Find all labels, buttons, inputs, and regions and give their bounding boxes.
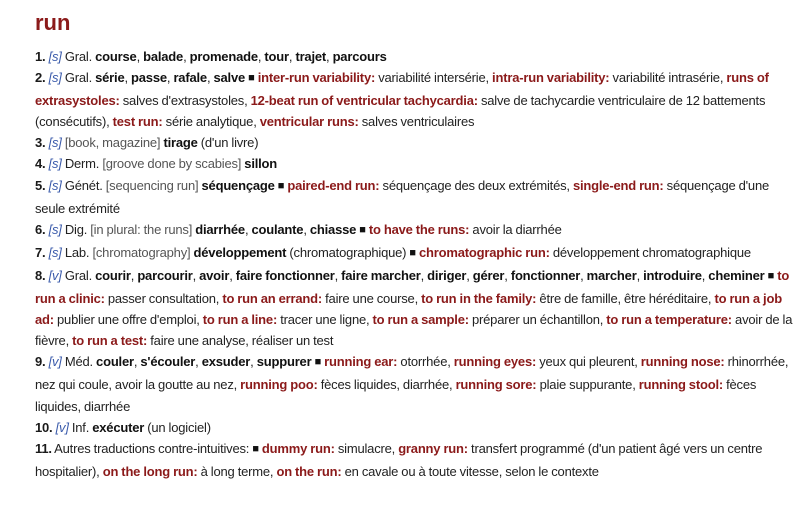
phrase-translation: tracer une ligne, bbox=[277, 312, 373, 328]
gloss-text: , bbox=[334, 267, 342, 283]
phrase-translation: avoir de la fièvre, bbox=[35, 312, 793, 349]
translation-term: développement bbox=[193, 244, 287, 260]
phrase-label: on the run: bbox=[276, 463, 342, 479]
context-note: [sequencing run] bbox=[105, 177, 202, 193]
translation-term: exécuter bbox=[92, 419, 145, 435]
translation-term: introduire bbox=[643, 267, 702, 283]
gloss-text: , bbox=[195, 354, 202, 370]
phrase-label: running ear: bbox=[324, 354, 398, 370]
phrase-translation: salve de tachycardie ventriculaire de 12 battements (consécutifs), bbox=[35, 93, 766, 130]
phrase-label: running stool: bbox=[638, 377, 723, 393]
domain-label: Gral. bbox=[64, 267, 96, 283]
phrase-translation: otorrhée, bbox=[397, 354, 454, 370]
phrase-label: single-end run: bbox=[572, 177, 664, 193]
translation-term: passe bbox=[131, 70, 167, 86]
part-of-speech-tag: [s] bbox=[48, 70, 62, 86]
phrase-translation: variabilité intersérie, bbox=[375, 70, 493, 86]
translation-term: tour bbox=[264, 49, 289, 64]
translation-term: suppurer bbox=[256, 354, 312, 370]
gloss-text: (un logiciel) bbox=[144, 419, 211, 435]
phrase-translation: fèces liquides, diarrhée bbox=[35, 377, 757, 414]
sense-item bbox=[35, 175, 793, 219]
context-note: [chromatography] bbox=[92, 244, 194, 260]
sense-number: 6. bbox=[35, 221, 46, 237]
gloss-text: , bbox=[326, 49, 333, 64]
phrase-label: dummy run: bbox=[261, 440, 335, 456]
translation-term: course bbox=[95, 49, 137, 64]
phrase-translation: avoir la diarrhée bbox=[469, 221, 562, 237]
square-bullet-icon: ■ bbox=[277, 179, 285, 192]
translation-term: salve bbox=[213, 70, 246, 86]
domain-label: Lab. bbox=[64, 244, 93, 260]
phrase-translation: séquençage des deux extrémités, bbox=[379, 177, 573, 193]
square-bullet-icon: ■ bbox=[248, 72, 255, 85]
phrase-label: to run a line: bbox=[202, 312, 278, 328]
phrase-translation: être de famille, être héréditaire, bbox=[536, 291, 715, 307]
phrase-translation: publier une offre d'emploi, bbox=[53, 312, 203, 328]
square-bullet-icon: ■ bbox=[409, 246, 416, 259]
phrase-label: on the long run: bbox=[102, 463, 198, 479]
phrase-label: test run: bbox=[112, 114, 163, 130]
sense-number: 8. bbox=[35, 267, 46, 283]
square-bullet-icon: ■ bbox=[252, 442, 259, 455]
phrase-label: paired-end run: bbox=[287, 177, 380, 193]
translation-term: faire fonctionner bbox=[235, 267, 335, 283]
phrase-translation: en cavale ou à toute vitesse, selon le contexte bbox=[341, 463, 599, 479]
phrase-translation: plaie suppurante, bbox=[536, 377, 639, 393]
gloss-text: , bbox=[636, 267, 644, 283]
gloss-text: , bbox=[701, 267, 709, 283]
translation-term: diarrhée bbox=[195, 221, 245, 237]
gloss-text: , bbox=[303, 221, 310, 237]
phrase-label: inter-run variability: bbox=[257, 70, 376, 86]
gloss-text: , bbox=[288, 49, 296, 64]
gloss-text: , bbox=[206, 70, 214, 86]
gloss-text: , bbox=[229, 267, 236, 283]
sense-item bbox=[35, 438, 793, 482]
gloss-text: , bbox=[136, 49, 144, 64]
sense-number: 10. bbox=[35, 419, 53, 435]
phrase-label: running eyes: bbox=[453, 354, 537, 370]
part-of-speech-tag: [s] bbox=[48, 135, 62, 151]
sense-number: 9. bbox=[35, 354, 46, 370]
headword-title: run bbox=[35, 10, 71, 35]
sense-item bbox=[35, 417, 793, 438]
domain-label: Gral. bbox=[64, 49, 96, 64]
gloss-text: , bbox=[244, 221, 252, 237]
sense-item bbox=[35, 242, 793, 265]
translation-term: série bbox=[95, 70, 125, 86]
phrase-translation: salves ventriculaires bbox=[358, 114, 475, 130]
part-of-speech-tag: [s] bbox=[48, 49, 62, 64]
translation-term: courir bbox=[95, 267, 131, 283]
phrase-translation: développement chromatographique bbox=[549, 244, 751, 260]
phrase-translation: salves d'extrasystoles, bbox=[119, 93, 251, 109]
square-bullet-icon: ■ bbox=[767, 269, 775, 282]
phrase-label: ventricular runs: bbox=[259, 114, 359, 130]
phrase-label: granny run: bbox=[398, 440, 468, 456]
gloss-text: , bbox=[166, 70, 174, 86]
phrase-label: to run a test: bbox=[72, 333, 148, 349]
part-of-speech-tag: [s] bbox=[48, 244, 62, 260]
translation-term: fonctionner bbox=[510, 267, 581, 283]
part-of-speech-tag: [s] bbox=[48, 221, 62, 237]
phrase-label: to run an errand: bbox=[222, 291, 323, 307]
part-of-speech-tag: [s] bbox=[48, 156, 62, 172]
gloss-text: , bbox=[192, 267, 200, 283]
translation-term: couler bbox=[96, 354, 134, 370]
translation-term: diriger bbox=[427, 267, 467, 283]
translation-term: rafale bbox=[173, 70, 207, 86]
phrase-label: to run in the family: bbox=[421, 291, 537, 307]
sense-item bbox=[35, 46, 793, 67]
phrase-label: 12-beat run of ventricular tachycardia: bbox=[250, 93, 478, 109]
phrase-label: to have the runs: bbox=[368, 221, 470, 237]
phrase-label: running nose: bbox=[640, 354, 725, 370]
sense-item bbox=[35, 132, 793, 153]
gloss-text: , bbox=[250, 354, 257, 370]
gloss-text: , bbox=[420, 267, 428, 283]
domain-label: Génét. bbox=[64, 177, 106, 193]
phrase-label: to run a job ad: bbox=[35, 291, 782, 328]
sense-item bbox=[35, 153, 793, 174]
sense-number: 2. bbox=[35, 70, 46, 86]
sense-list bbox=[35, 46, 793, 482]
domain-label: Derm. bbox=[64, 156, 103, 172]
translation-term: tirage bbox=[163, 135, 198, 151]
phrase-translation: série analytique, bbox=[162, 114, 260, 130]
phrase-label: running poo: bbox=[240, 377, 318, 393]
phrase-label: running sore: bbox=[455, 377, 537, 393]
translation-term: marcher bbox=[586, 267, 637, 283]
translation-term: promenade bbox=[189, 49, 258, 64]
domain-label: Gral. bbox=[64, 70, 96, 86]
translation-term: avoir bbox=[199, 267, 230, 283]
context-note: [in plural: the runs] bbox=[90, 221, 196, 237]
translation-term: cheminer bbox=[708, 267, 765, 283]
translation-term: s'écouler bbox=[140, 354, 196, 370]
translation-term: gérer bbox=[472, 267, 505, 283]
phrase-translation: transfert programmé (d'un patient âgé vers un centre hospitalier), bbox=[35, 440, 763, 479]
gloss-text: Autres traductions contre-intuitives: bbox=[54, 440, 253, 456]
square-bullet-icon: ■ bbox=[359, 223, 366, 236]
sense-item bbox=[35, 219, 793, 242]
phrase-label: chromatographic run: bbox=[419, 244, 550, 260]
part-of-speech-tag: [v] bbox=[48, 354, 62, 370]
gloss-text: (d'un livre) bbox=[197, 135, 259, 151]
context-note: [groove done by scabies] bbox=[102, 156, 245, 172]
phrase-label: to run a temperature: bbox=[606, 312, 732, 328]
translation-term: parcours bbox=[332, 49, 387, 64]
phrase-translation: préparer un échantillon, bbox=[468, 312, 607, 328]
gloss-text: (chromatographique) bbox=[286, 244, 407, 260]
sense-number: 5. bbox=[35, 177, 46, 193]
phrase-label: runs of extrasystoles: bbox=[35, 70, 769, 109]
sense-number: 11. bbox=[35, 440, 52, 456]
domain-label: Méd. bbox=[64, 354, 97, 370]
phrase-label: intra-run variability: bbox=[492, 70, 610, 86]
translation-term: coulante bbox=[251, 221, 304, 237]
translation-term: séquençage bbox=[201, 177, 275, 193]
sense-item bbox=[35, 265, 793, 351]
phrase-translation: faire une analyse, réaliser un test bbox=[147, 333, 334, 349]
gloss-text: , bbox=[466, 267, 473, 283]
part-of-speech-tag: [s] bbox=[48, 177, 62, 193]
part-of-speech-tag: [v] bbox=[48, 267, 62, 283]
phrase-label: to run a clinic: bbox=[35, 267, 790, 307]
gloss-text: , bbox=[504, 267, 511, 283]
phrase-translation: simulacre, bbox=[334, 440, 399, 456]
sense-number: 3. bbox=[35, 135, 46, 151]
context-note: [book, magazine] bbox=[64, 135, 164, 151]
sense-item bbox=[35, 351, 793, 416]
domain-label: Dig. bbox=[64, 221, 91, 237]
gloss-text: , bbox=[133, 354, 141, 370]
translation-term: trajet bbox=[295, 49, 327, 64]
sense-number: 4. bbox=[35, 156, 46, 172]
translation-term: exsuder bbox=[201, 354, 251, 370]
square-bullet-icon: ■ bbox=[314, 356, 322, 369]
translation-term: chiasse bbox=[309, 221, 357, 237]
gloss-text: , bbox=[183, 49, 190, 64]
gloss-text: , bbox=[257, 49, 265, 64]
sense-item bbox=[35, 67, 793, 132]
sense-number: 1. bbox=[35, 49, 46, 64]
phrase-label: to run a sample: bbox=[372, 312, 469, 328]
phrase-translation: passer consultation, bbox=[104, 291, 223, 307]
translation-term: balade bbox=[143, 49, 184, 64]
translation-term: parcourir bbox=[137, 267, 193, 283]
domain-label: Inf. bbox=[71, 419, 93, 435]
gloss-text: , bbox=[124, 70, 132, 86]
phrase-translation: variabilité intrasérie, bbox=[609, 70, 727, 86]
translation-term: sillon bbox=[244, 156, 278, 172]
phrase-translation: faire une course, bbox=[322, 291, 422, 307]
phrase-translation: fèces liquides, diarrhée, bbox=[317, 377, 456, 393]
gloss-text: , bbox=[130, 267, 138, 283]
phrase-translation: yeux qui pleurent, bbox=[536, 354, 641, 370]
part-of-speech-tag: [v] bbox=[55, 419, 69, 435]
phrase-translation: rhinorrhée, nez qui coule, avoir la goutte au nez, bbox=[35, 354, 789, 393]
translation-term: faire marcher bbox=[341, 267, 421, 283]
phrase-translation: à long terme, bbox=[197, 463, 277, 479]
phrase-translation: séquençage d'une seule extrémité bbox=[35, 177, 770, 216]
sense-number: 7. bbox=[35, 244, 46, 260]
gloss-text: , bbox=[580, 267, 587, 283]
